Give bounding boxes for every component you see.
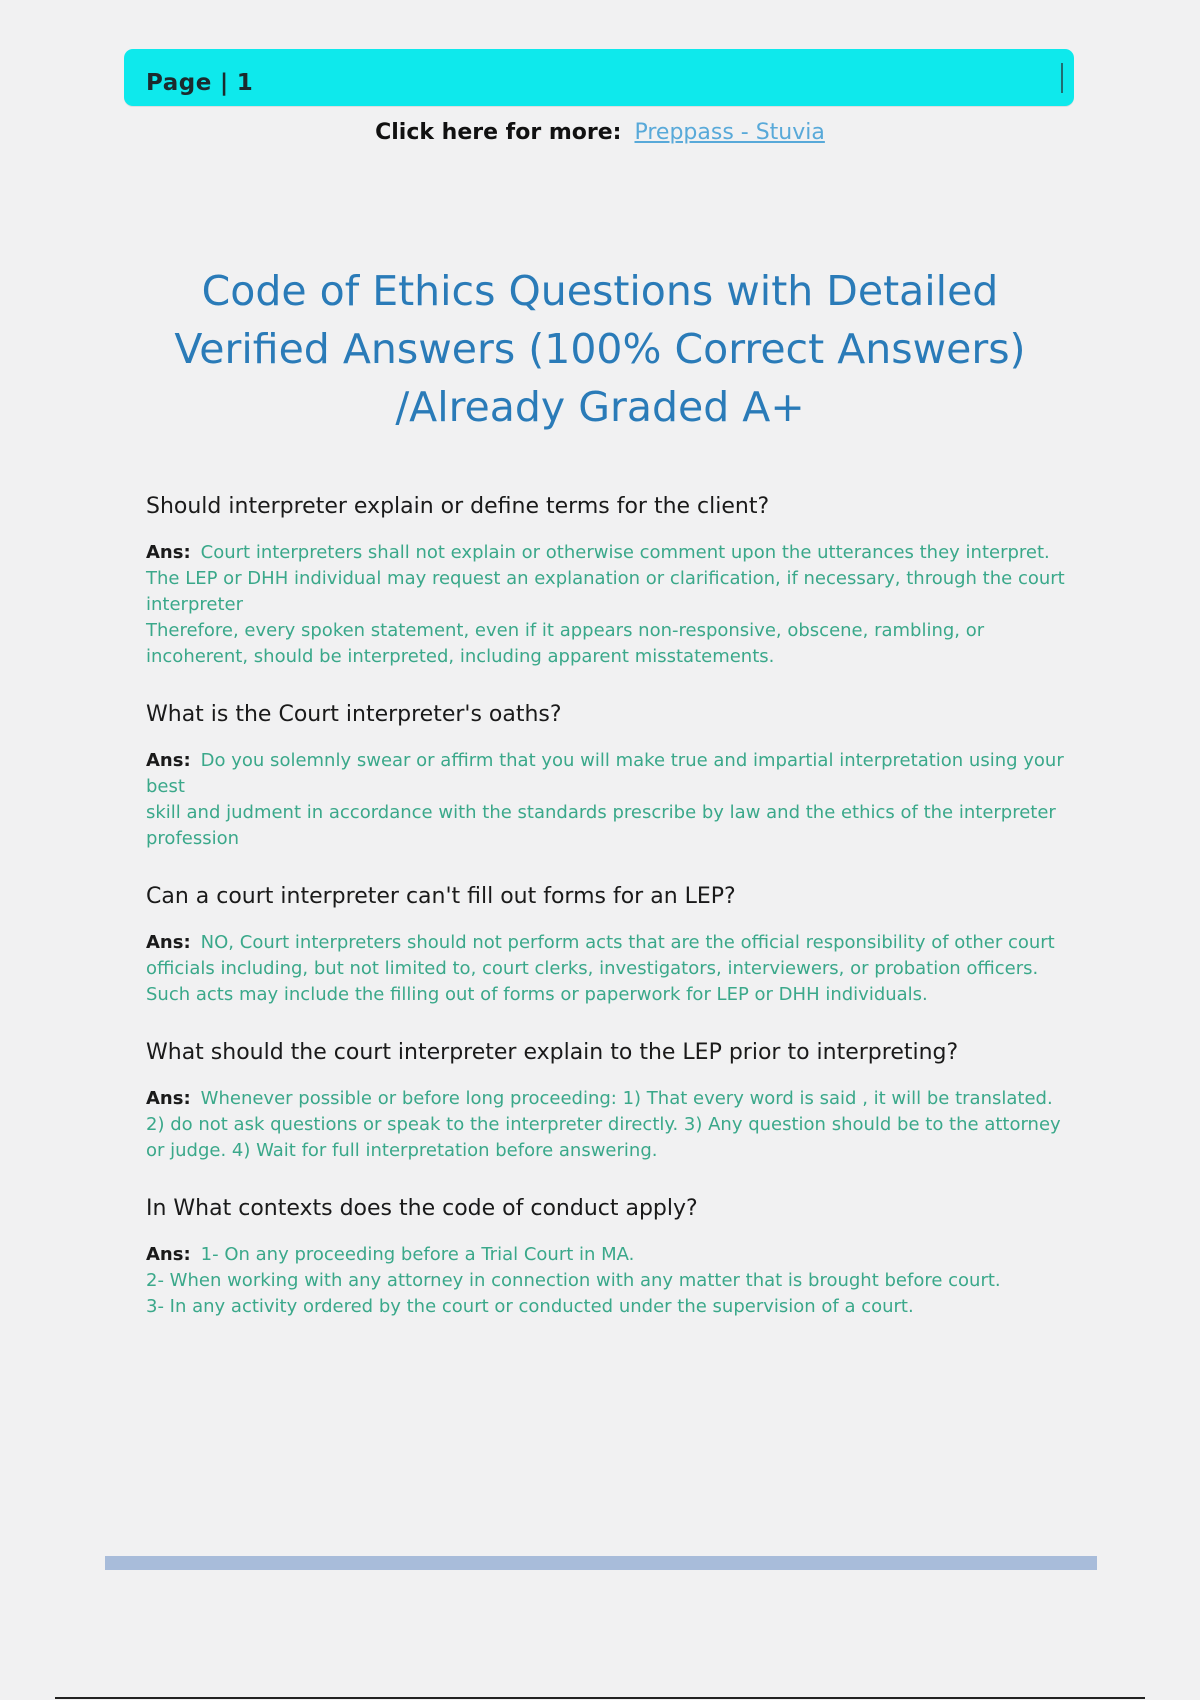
promo-label: Click here for more: — [375, 120, 622, 145]
document-title — [120, 262, 1080, 436]
qa-item — [146, 1038, 1066, 1164]
answer-line: Ans: Whenever possible or before long proceeding: 1) That every word is said , it will be translated. 2) do not ask questions or speak to the interpreter directly. 3) Any question should be to the attorney or judge. 4) Wait for full interpretation before answering. — [146, 1088, 1061, 1161]
ans-label: Ans: — [146, 750, 191, 771]
page-word: Page — [146, 70, 212, 96]
page-number: 1 — [236, 70, 254, 96]
qa-item — [146, 492, 1066, 670]
question: What is the Court interpreter's oaths? — [146, 702, 562, 727]
answer-line: 3- In any activity ordered by the court or conducted under the supervision of a court. — [146, 1296, 914, 1317]
answer-line: The LEP or DHH individual may request an explanation or clarification, if necessary, through the court interpreter — [146, 568, 1065, 615]
ans-label: Ans: — [146, 1244, 191, 1265]
promo-line — [0, 120, 1200, 145]
answer-line: Ans: 1- On any proceeding before a Trial Court in MA. — [146, 1244, 635, 1265]
question: What should the court interpreter explain to the LEP prior to interpreting? — [146, 1040, 959, 1065]
ans-label: Ans: — [146, 932, 191, 953]
qa-list — [146, 492, 1066, 1350]
bottom-rule — [55, 1697, 1145, 1699]
answer-line: 2- When working with any attorney in connection with any matter that is brought before court. — [146, 1270, 1001, 1291]
title-line-2: Verified Answers (100% Correct Answers) — [174, 325, 1026, 373]
answer — [146, 930, 1066, 1008]
header-divider — [1061, 63, 1063, 93]
qa-item — [146, 700, 1066, 852]
qa-item — [146, 882, 1066, 1008]
answer — [146, 1242, 1066, 1320]
answer-line: skill and judment in accordance with the standards prescribe by law and the ethics of the interpreter — [146, 802, 1056, 823]
page-header — [124, 49, 1074, 106]
question: Should interpreter explain or define terms for the client? — [146, 494, 770, 519]
answer-line: Ans: Do you solemnly swear or affirm that you will make true and impartial interpretation using your best — [146, 750, 1064, 797]
question: In What contexts does the code of conduct apply? — [146, 1196, 698, 1221]
answer — [146, 1086, 1066, 1164]
answer-line: profession — [146, 828, 240, 849]
answer-line: Therefore, every spoken statement, even if it appears non-responsive, obscene, rambling, or incoherent, should be interpreted, including apparent misstatements. — [146, 620, 985, 667]
title-line-1: Code of Ethics Questions with Detailed — [201, 267, 999, 315]
answer — [146, 540, 1066, 670]
ans-label: Ans: — [146, 542, 191, 563]
promo-link[interactable]: Preppass - Stuvia — [634, 120, 825, 145]
question: Can a court interpreter can't fill out forms for an LEP? — [146, 884, 736, 909]
page-separator: | — [219, 70, 229, 96]
title-line-3: /Already Graded A+ — [395, 383, 805, 431]
answer-line: Ans: Court interpreters shall not explain or otherwise comment upon the utterances they interpret. — [146, 542, 1050, 563]
qa-item — [146, 1194, 1066, 1320]
page-number-label — [146, 70, 253, 96]
footer-bar — [105, 1556, 1097, 1570]
ans-label: Ans: — [146, 1088, 191, 1109]
answer-line: Ans: NO, Court interpreters should not perform acts that are the official responsibility of other court officials including, but not limited to, court clerks, investigators, interviewers, or probation officers. Such acts may include the filling out of forms or paperwork for LEP or DHH individuals. — [146, 932, 1055, 1005]
answer — [146, 748, 1066, 852]
